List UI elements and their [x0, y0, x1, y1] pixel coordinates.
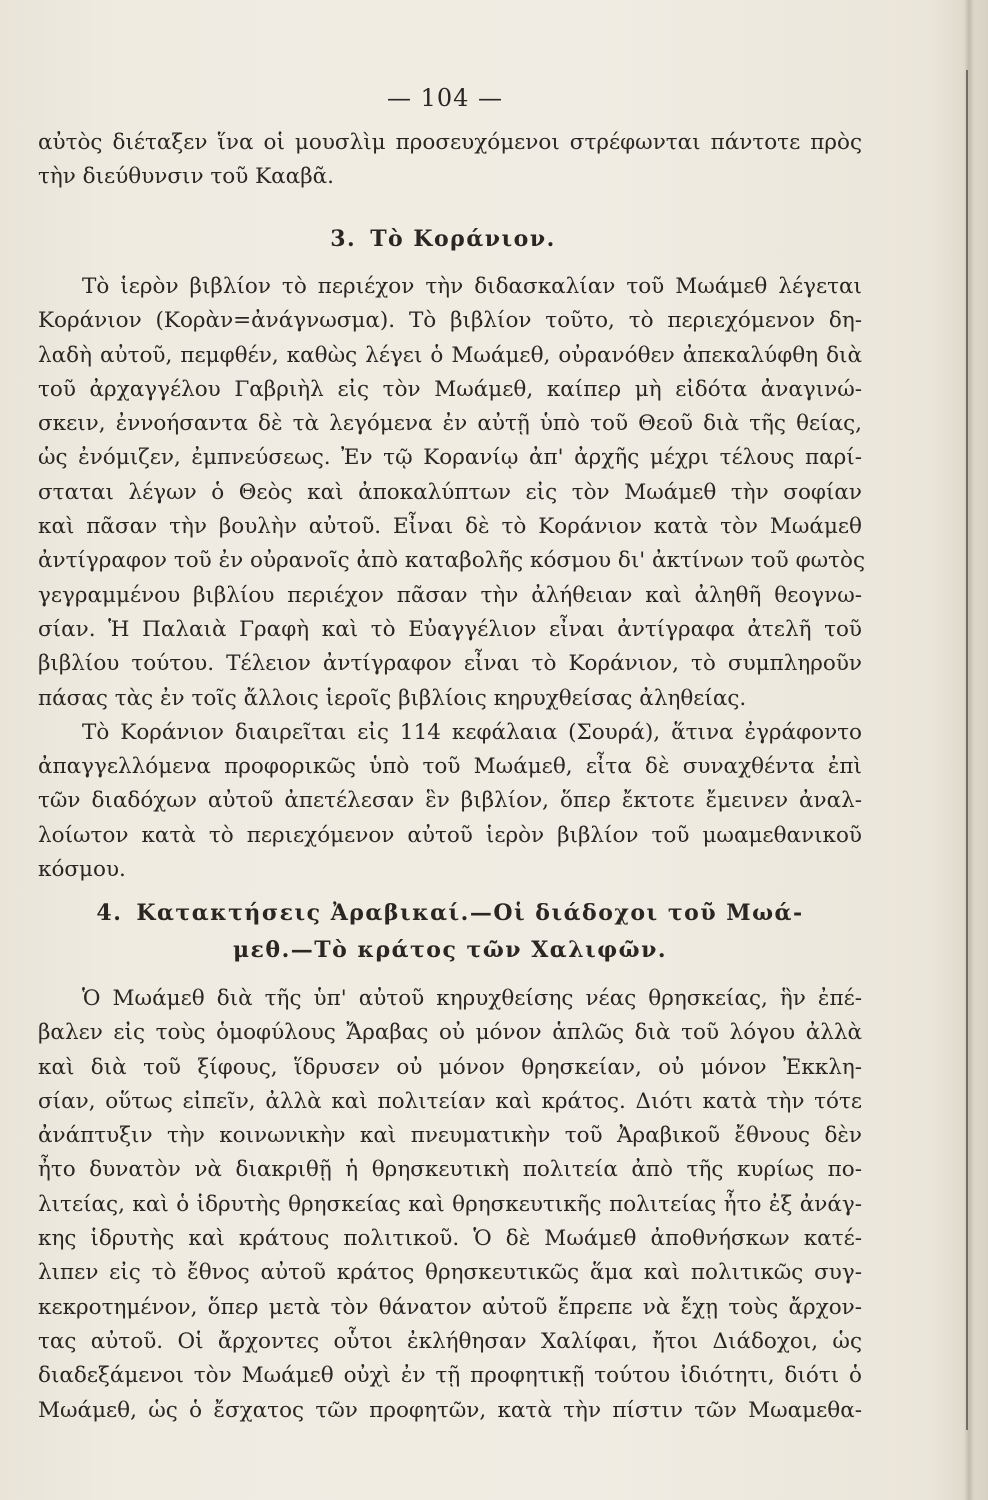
text-line: διαδεξάμενοι τὸν Μωάμεθ οὐχὶ ἐν τῇ προφητικῇ τούτου ἰδιότητι, διότι ὁ — [38, 1363, 862, 1389]
section-4-heading-line-2 — [38, 937, 862, 963]
text-line: κης ἱδρυτὴς καὶ κράτους πολιτικοῦ. Ὁ δὲ Μωάμεθ ἀποθνήσκων κατέ- — [38, 1226, 862, 1252]
text-line: βαλεν εἰς τοὺς ὁμοφύλους Ἄραβας οὐ μόνον ἁπλῶς διὰ τοῦ λόγου ἀλλὰ — [38, 1020, 862, 1046]
section-title: Κατακτήσεις Ἀραβικαί.—Οἱ διάδοχοι τοῦ Μωά- — [136, 900, 804, 926]
text-line: πάσας τὰς ἐν τοῖς ἄλλοις ἱεροῖς βιβλίοις κηρυχθείσας ἀληθείας. — [38, 685, 747, 711]
text-line: Τὸ Κοράνιον διαιρεῖται εἰς 114 κεφάλαια (Σουρά), ἅτινα ἐγράφοντο — [82, 719, 862, 745]
section-number: 4. — [96, 900, 123, 926]
text-line: ὡς ἐνόμιζεν, ἐμπνεύσεως. Ἐν τῷ Κορανίῳ ἀπ' ἀρχῆς μέχρι τέλους παρί- — [38, 445, 862, 471]
text-line: ἦτο δυνατὸν νὰ διακριθῇ ἡ θρησκευτικὴ πολιτεία ἀπὸ τῆς κυρίως πο- — [38, 1157, 862, 1183]
text-line: λαδὴ αὐτοῦ, πεμφθέν, καθὼς λέγει ὁ Μωάμεθ, οὐρανόθεν ἀπεκαλύφθη διὰ — [38, 342, 862, 368]
text-line: Τὸ ἱερὸν βιβλίον τὸ περιέχον τὴν διδασκαλίαν τοῦ Μωάμεθ λέγεται — [82, 274, 862, 299]
text-line: τοῦ ἀρχαγγέλου Γαβριὴλ εἰς τὸν Μωάμεθ, καίπερ μὴ εἰδότα ἀναγινώ- — [38, 376, 862, 402]
text-line: καὶ πᾶσαν τὴν βουλὴν αὐτοῦ. Εἶναι δὲ τὸ Κοράνιον κατὰ τὸν Μωάμεθ — [38, 514, 862, 540]
section-3-heading — [38, 226, 848, 252]
text-line: κόσμου. — [38, 857, 126, 883]
text-line: ἀπαγγελλόμενα προφορικῶς ὑπὸ τοῦ Μωάμεθ, εἶτα δὲ συναχθέντα ἐπὶ — [38, 754, 862, 780]
text-line: γεγραμμένου βιβλίου περιέχον πᾶσαν τὴν ἀλήθειαν καὶ ἀληθῆ θεογνω- — [38, 582, 862, 608]
section-4-heading-line-1 — [38, 900, 862, 926]
page-number: — 104 — — [386, 84, 504, 112]
section-title: Τὸ Κοράνιον. — [370, 226, 556, 252]
section-number: 3. — [330, 226, 357, 252]
text-line: Κοράνιον (Κορὰν=ἀνάγνωσμα). Τὸ βιβλίον τοῦτο, τὸ περιεχόμενον δη- — [38, 308, 862, 334]
text-line: σταται λέγων ὁ Θεὸς καὶ ἀποκαλύπτων εἰς τὸν Μωάμεθ τὴν σοφίαν — [38, 479, 862, 505]
text-line: τας αὐτοῦ. Οἱ ἄρχοντες οὗτοι ἐκλήθησαν Χαλίφαι, ἤτοι Διάδοχοι, ὡς — [38, 1328, 862, 1354]
text-line: λοίωτον κατὰ τὸ περιεχόμενον αὐτοῦ ἱερὸν βιβλίον τοῦ μωαμεθανικοῦ — [38, 822, 862, 848]
text-line: ἀνάπτυξιν τὴν κοινωνικὴν καὶ πνευματικὴν τοῦ Ἀραβικοῦ ἔθνους δὲν — [38, 1123, 862, 1149]
text-line: σίαν. Ἡ Παλαιὰ Γραφὴ καὶ τὸ Εὐαγγέλιον εἶναι ἀντίγραφα ἀτελῆ τοῦ — [38, 616, 862, 642]
section-3-body — [38, 270, 866, 887]
text-line: βιβλίου τούτου. Τέλειον ἀντίγραφον εἶναι τὸ Κοράνιον, τὸ συμπληροῦν — [38, 651, 862, 677]
text-line: κεκροτημένον, ὅπερ μετὰ τὸν θάνατον αὐτοῦ ἔπρεπε νὰ ἔχῃ τοὺς ἄρχον- — [38, 1294, 862, 1320]
text-line: τῶν διαδόχων αὐτοῦ ἀπετέλεσαν ἓν βιβλίον, ὅπερ ἔκτοτε ἔμεινεν ἀναλ- — [38, 788, 862, 814]
page-edge-line — [966, 70, 968, 1430]
section-4-body — [38, 982, 862, 1428]
intro-paragraph — [38, 126, 862, 195]
text-line: Ὁ Μωάμεθ διὰ τῆς ὑπ' αὐτοῦ κηρυχθείσης νέας θρησκείας, ἣν ἐπέ- — [82, 986, 862, 1011]
text-line: ἀντίγραφον τοῦ ἐν οὐρανοῖς ἀπὸ καταβολῆς κόσμου δι' ἀκτίνων τοῦ φωτὸς — [38, 548, 866, 574]
text-line: καὶ διὰ τοῦ ξίφους, ἵδρυσεν οὐ μόνον θρησκείαν, οὐ μόνον Ἐκκλη- — [38, 1054, 862, 1080]
text-line: αὐτὸς διέταξεν ἵνα οἱ μουσλὶμ προσευχόμενοι στρέφωνται πάντοτε πρὸς — [38, 130, 862, 155]
section-title: μεθ.—Τὸ κράτος τῶν Χαλιφῶν. — [232, 937, 668, 963]
text-line: σκειν, ἐννοήσαντα δὲ τὰ λεγόμενα ἐν αὐτῇ ὑπὸ τοῦ Θεοῦ διὰ τῆς θείας, — [38, 411, 862, 437]
text-line: σίαν, οὕτως εἰπεῖν, ἀλλὰ καὶ πολιτείαν καὶ κράτος. Διότι κατὰ τὴν τότε — [38, 1088, 862, 1114]
text-line: Μωάμεθ, ὡς ὁ ἔσχατος τῶν προφητῶν, κατὰ τὴν πίστιν τῶν Μωαμεθα- — [38, 1397, 862, 1423]
text-line: τὴν διεύθυνσιν τοῦ Κααβᾶ. — [38, 164, 334, 190]
text-line: λιπεν εἰς τὸ ἔθνος αὐτοῦ κράτος θρησκευτικῶς ἅμα καὶ πολιτικῶς συγ- — [38, 1260, 862, 1286]
text-line: λιτείας, καὶ ὁ ἱδρυτὴς θρησκείας καὶ θρησκευτικῆς πολιτείας ἦτο ἐξ ἀνάγ- — [38, 1191, 862, 1217]
